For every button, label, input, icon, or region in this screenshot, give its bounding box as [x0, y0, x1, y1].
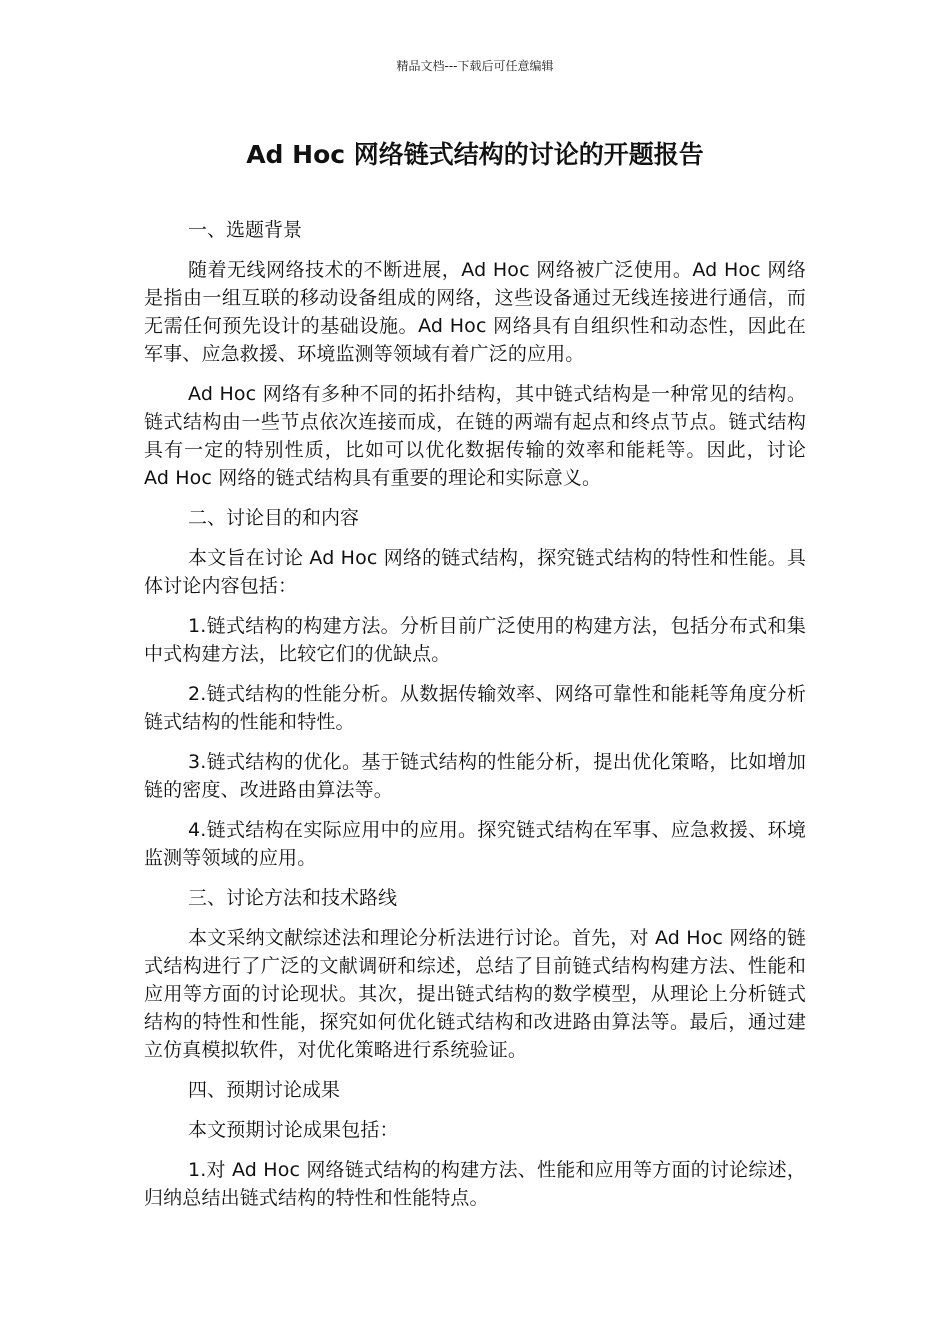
paragraph-goals-intro: 本文旨在讨论 Ad Hoc 网络的链式结构，探究链式结构的特性和性能。具体讨论内容包括： [144, 547, 806, 597]
paragraph-chain-topology: Ad Hoc 网络有多种不同的拓扑结构，其中链式结构是一种常见的结构。链式结构由一些节点依次连接而成，在链的两端有起点和终点节点。链式结构具有一定的特别性质，比如可以优化数据传输的效率和能耗等。因此，讨论 Ad Hoc 网络的链式结构具有重要的理论和实际意义。 [144, 383, 806, 489]
list-item-outcome-review: 1.对 Ad Hoc 网络链式结构的构建方法、性能和应用等方面的讨论综述，归纳总结出链式结构的特性和性能特点。 [144, 1159, 806, 1209]
list-item-applications: 4.链式结构在实际应用中的应用。探究链式结构在军事、应急救援、环境监测等领域的应用。 [144, 819, 806, 869]
document-body [144, 216, 806, 1224]
section-heading-outcomes: 四、预期讨论成果 [188, 1079, 341, 1101]
document-title: Ad Hoc 网络链式结构的讨论的开题报告 [246, 140, 704, 169]
list-item-optimization: 3.链式结构的优化。基于链式结构的性能分析，提出优化策略，比如增加链的密度、改进路由算法等。 [144, 751, 806, 801]
paragraph-adhoc-intro: 随着无线网络技术的不断进展，Ad Hoc 网络被广泛使用。Ad Hoc 网络是指由一组互联的移动设备组成的网络，这些设备通过无线连接进行通信，而无需任何预先设计的基础设施。Ad Hoc 网络具有自组织性和动态性，因此在军事、应急救援、环境监测等领域有着广泛的应用。 [144, 259, 806, 365]
page-header: 精品文档---下载后可任意编辑 [396, 59, 554, 73]
list-item-construction: 1.链式结构的构建方法。分析目前广泛使用的构建方法，包括分布式和集中式构建方法，比较它们的优缺点。 [144, 615, 806, 665]
section-heading-methods: 三、讨论方法和技术路线 [188, 887, 398, 909]
paragraph-methods: 本文采纳文献综述法和理论分析法进行讨论。首先，对 Ad Hoc 网络的链式结构进行了广泛的文献调研和综述，总结了目前链式结构构建方法、性能和应用等方面的讨论现状。其次，提出链式结构的数学模型，从理论上分析链式结构的特性和性能，探究如何优化链式结构和改进路由算法等。最后，通过建立仿真模拟软件，对优化策略进行系统验证。 [144, 927, 806, 1061]
paragraph-outcomes-intro: 本文预期讨论成果包括： [188, 1119, 399, 1141]
section-heading-goals: 二、讨论目的和内容 [188, 507, 360, 529]
section-heading-background: 一、选题背景 [188, 219, 303, 241]
list-item-performance: 2.链式结构的性能分析。从数据传输效率、网络可靠性和能耗等角度分析链式结构的性能和特性。 [144, 683, 806, 733]
